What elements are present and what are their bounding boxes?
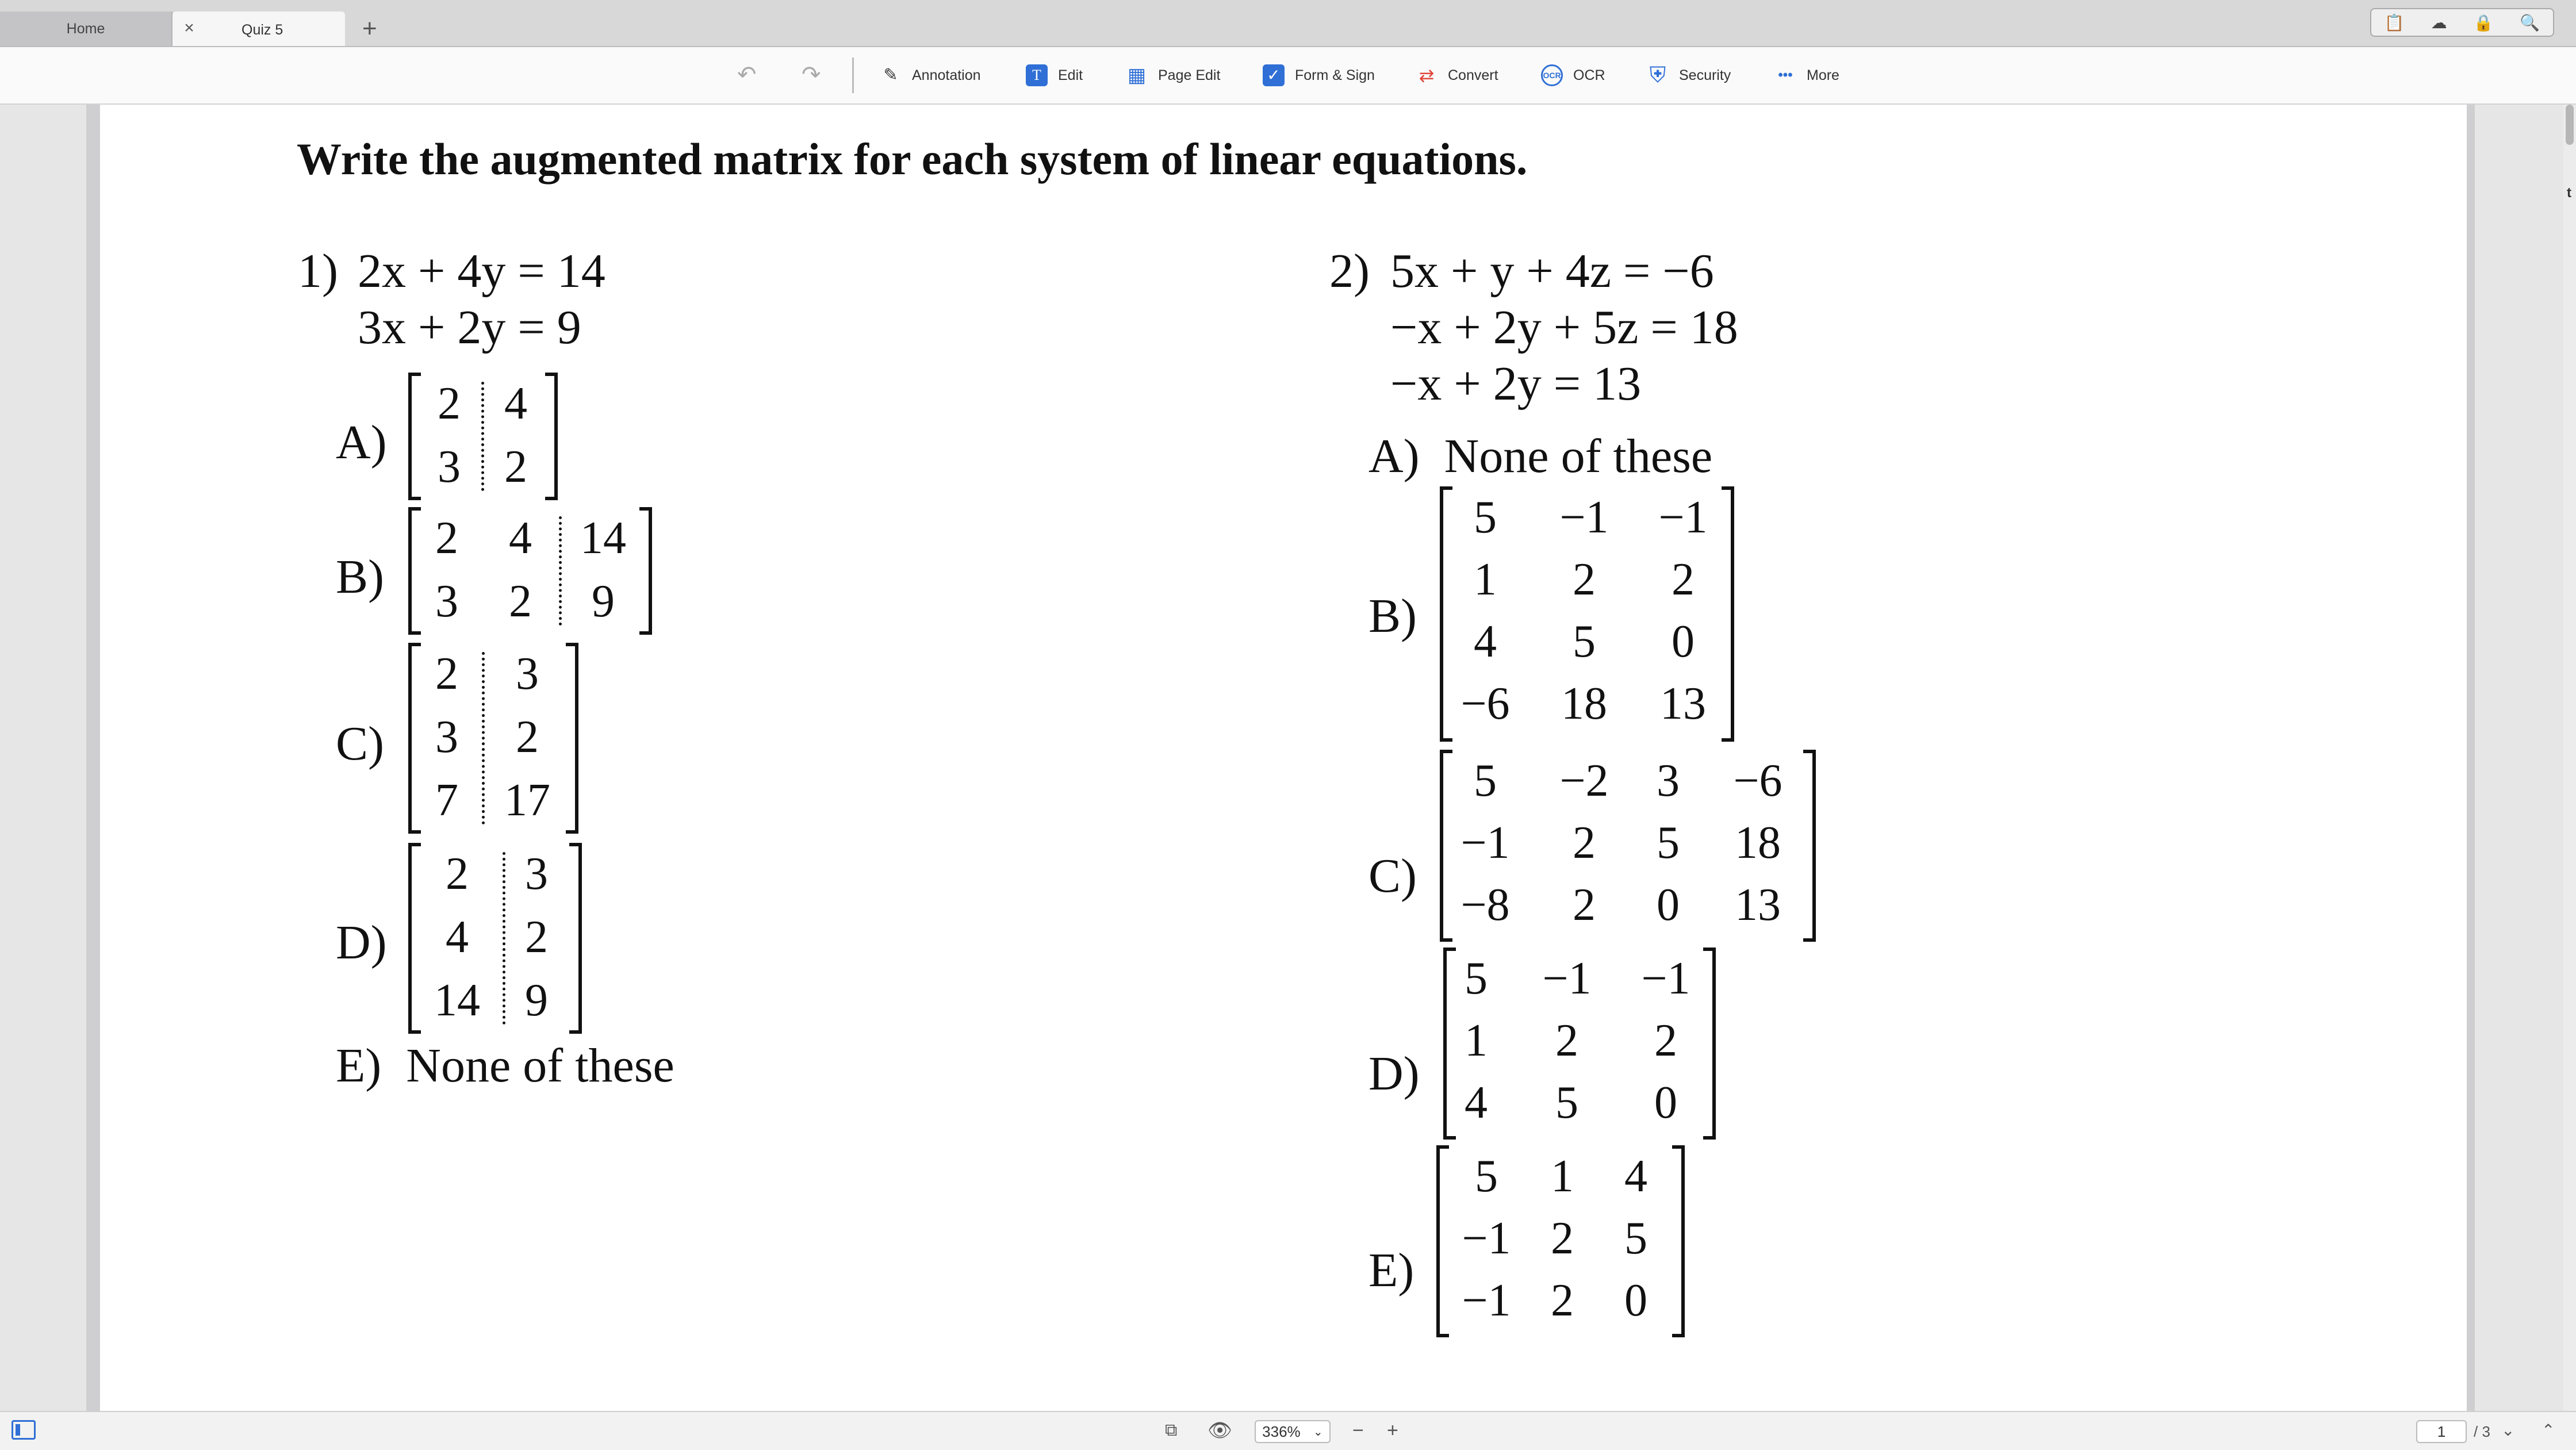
matrix-cell: 2	[525, 912, 548, 962]
eye-icon[interactable]: 👁	[1208, 1420, 1233, 1441]
page-shadow-left	[86, 105, 100, 1411]
page-edit-button[interactable]	[1126, 61, 1220, 90]
matrix-cell: −8	[1460, 880, 1510, 930]
left-gutter	[0, 105, 86, 1411]
q1-option-e-text: None of these	[406, 1039, 674, 1092]
matrix-cell: 2	[446, 849, 469, 899]
convert-label: Convert	[1448, 67, 1498, 83]
augment-divider	[503, 852, 505, 1025]
edit-button[interactable]	[1026, 61, 1083, 90]
matrix-cell: 14	[580, 513, 626, 563]
q2-equation-1: 5x + y + 4z = −6	[1390, 244, 1714, 298]
matrix-cell: 2	[1573, 818, 1596, 868]
matrix-cell: 3	[438, 442, 461, 492]
matrix-cell: 0	[1624, 1275, 1647, 1326]
ocr-label: OCR	[1573, 67, 1605, 83]
matrix-cell: 5	[1474, 492, 1497, 543]
tab-home-label: Home	[66, 20, 105, 37]
matrix-cell: 0	[1654, 1077, 1677, 1128]
q2-number: 2)	[1329, 244, 1370, 298]
grid-icon: ▦	[1127, 64, 1147, 86]
q2-option-a-text: None of these	[1444, 429, 1713, 483]
more-dots-icon: •••	[1778, 67, 1793, 83]
augment-divider	[482, 652, 485, 824]
pen-icon: ✎	[883, 66, 898, 85]
matrix-cell: −1	[1542, 953, 1592, 1004]
augment-divider	[559, 516, 562, 626]
q1-equation-1: 2x + 4y = 14	[358, 244, 605, 298]
matrix-cell: 18	[1561, 678, 1607, 729]
main-toolbar	[0, 47, 2576, 105]
matrix-cell: 13	[1735, 880, 1781, 930]
matrix-cell: 4	[446, 912, 469, 962]
matrix-cell: 4	[1465, 1077, 1488, 1128]
matrix-cell: −1	[1460, 818, 1510, 868]
cloud-icon[interactable]: ☁	[2431, 13, 2447, 32]
window-actions	[2370, 8, 2554, 37]
matrix-cell: 2	[509, 576, 532, 627]
q2-option-c-matrix[interactable]	[1440, 750, 1816, 942]
sidebar-toggle-icon[interactable]	[12, 1420, 36, 1440]
q2-option-c-label: C)	[1368, 849, 1417, 903]
convert-icon: ⇄	[1419, 65, 1435, 86]
q2-option-d-matrix[interactable]	[1443, 948, 1716, 1140]
matrix-cell: 5	[1573, 616, 1596, 667]
shield-icon: ⛨	[1649, 63, 1666, 87]
chevron-down-icon: ⌄	[1313, 1425, 1323, 1439]
matrix-cell: 7	[435, 775, 458, 826]
matrix-cell: 3	[435, 576, 458, 627]
text-edit-icon: T	[1026, 64, 1048, 86]
q1-option-c-label: C)	[336, 717, 384, 770]
q2-equation-2: −x + 2y + 5z = 18	[1390, 301, 1738, 354]
q1-option-c-matrix[interactable]	[408, 643, 578, 834]
tab-quiz-label: Quiz 5	[241, 22, 283, 38]
clipboard-icon[interactable]: 📋	[2384, 13, 2405, 32]
q1-option-e[interactable]	[336, 1037, 674, 1095]
matrix-cell: 9	[592, 576, 615, 627]
matrix-cell: 0	[1657, 880, 1680, 930]
undo-button[interactable]: ↶	[737, 62, 757, 87]
security-button[interactable]	[1647, 61, 1731, 90]
zoom-in-button[interactable]: +	[1387, 1420, 1398, 1441]
matrix-cell: 4	[504, 378, 527, 429]
matrix-cell: 5	[1475, 1151, 1498, 1202]
scrollbar-thumb[interactable]	[2566, 105, 2574, 145]
zoom-select[interactable]	[1255, 1420, 1331, 1443]
matrix-cell: 14	[434, 975, 480, 1026]
q2-option-a[interactable]	[1368, 428, 1712, 485]
annotation-button[interactable]	[880, 61, 981, 90]
more-button[interactable]	[1774, 61, 1839, 90]
search-icon[interactable]: 🔍	[2520, 13, 2540, 32]
matrix-cell: 3	[516, 649, 539, 699]
matrix-cell: 2	[516, 712, 539, 762]
tab-home[interactable]	[0, 11, 172, 46]
page-total: / 3	[2474, 1423, 2490, 1440]
form-sign-button[interactable]	[1263, 61, 1375, 90]
ocr-button[interactable]	[1541, 61, 1605, 90]
status-bar	[0, 1411, 2576, 1450]
matrix-cell: −6	[1733, 755, 1782, 806]
matrix-cell: 4	[1474, 616, 1497, 667]
matrix-cell: −1	[1462, 1275, 1511, 1326]
page-number-input[interactable]: 1	[2416, 1420, 2467, 1443]
vertical-scrollbar[interactable]	[2563, 105, 2576, 1411]
matrix-cell: 2	[1555, 1015, 1578, 1066]
redo-button[interactable]: ↷	[802, 62, 821, 87]
edit-label: Edit	[1058, 67, 1083, 83]
security-label: Security	[1679, 67, 1731, 83]
q2-option-d-label: D)	[1368, 1047, 1420, 1100]
matrix-cell: 5	[1555, 1077, 1578, 1128]
next-page-icon[interactable]: ⌄	[2501, 1421, 2515, 1439]
matrix-cell: 5	[1474, 755, 1497, 806]
ocr-icon: OCR	[1541, 64, 1563, 86]
matrix-cell: 2	[435, 513, 458, 563]
q1-option-d-matrix[interactable]	[408, 843, 582, 1034]
q1-option-d-label: D)	[336, 916, 387, 969]
matrix-cell: 1	[1474, 554, 1497, 605]
q2-option-e-label: E)	[1368, 1244, 1414, 1297]
matrix-cell: 17	[504, 775, 550, 826]
q2-equation-3: −x + 2y = 13	[1390, 357, 1642, 411]
page-edit-label: Page Edit	[1158, 67, 1221, 83]
q2-option-b-label: B)	[1368, 589, 1417, 643]
q2-option-e-matrix[interactable]	[1436, 1145, 1685, 1337]
convert-button[interactable]	[1416, 61, 1498, 90]
form-sign-label: Form & Sign	[1295, 67, 1375, 83]
matrix-cell: 0	[1672, 616, 1695, 667]
matrix-cell: 2	[504, 442, 527, 492]
matrix-cell: 5	[1657, 818, 1680, 868]
matrix-cell: 3	[1657, 755, 1680, 806]
close-tab-icon[interactable]: ×	[184, 18, 194, 37]
matrix-cell: 1	[1465, 1015, 1488, 1066]
matrix-cell: −1	[1559, 492, 1609, 543]
document-page	[100, 105, 2467, 1411]
new-tab-button[interactable]: +	[362, 14, 377, 43]
matrix-cell: −2	[1559, 755, 1609, 806]
augment-divider	[481, 382, 484, 491]
matrix-cell: 4	[1624, 1151, 1647, 1202]
matrix-cell: 2	[438, 378, 461, 429]
matrix-cell: −1	[1658, 492, 1708, 543]
matrix-cell: 9	[525, 975, 548, 1026]
q1-option-a-matrix[interactable]	[408, 373, 558, 500]
matrix-cell: 2	[435, 649, 458, 699]
matrix-cell: 2	[1573, 880, 1596, 930]
matrix-cell: 2	[1654, 1015, 1677, 1066]
toolbar-divider	[852, 57, 854, 93]
side-panel-edge-glyph: t	[2567, 185, 2571, 201]
zoom-out-button[interactable]: −	[1352, 1420, 1364, 1441]
matrix-cell: 3	[435, 712, 458, 762]
matrix-cell: 2	[1672, 554, 1695, 605]
q2-option-b-matrix[interactable]	[1440, 486, 1734, 742]
annotation-label: Annotation	[912, 67, 981, 83]
checkbox-icon: ✓	[1263, 64, 1285, 86]
matrix-cell: 2	[1551, 1213, 1574, 1264]
q2-option-a-label: A)	[1368, 429, 1420, 483]
q1-option-b-label: B)	[336, 550, 384, 604]
zoom-value: 336%	[1262, 1422, 1301, 1440]
matrix-cell: 5	[1465, 953, 1488, 1004]
q1-option-e-label: E)	[336, 1039, 382, 1092]
matrix-cell: 2	[1551, 1275, 1574, 1326]
page-shadow-right	[2467, 105, 2475, 1411]
q1-option-b-matrix[interactable]	[408, 507, 652, 635]
matrix-cell: 18	[1735, 818, 1781, 868]
tab-quiz-5[interactable]	[172, 11, 345, 46]
matrix-cell: 4	[509, 513, 532, 563]
matrix-cell: 1	[1551, 1151, 1574, 1202]
q1-equation-2: 3x + 2y = 9	[358, 301, 581, 354]
tab-bar	[0, 0, 2576, 47]
q1-number: 1)	[298, 244, 338, 298]
lock-icon[interactable]: 🔒	[2473, 13, 2494, 32]
page-title: Write the augmented matrix for each system of linear equations.	[297, 134, 1528, 184]
matrix-cell: −1	[1462, 1213, 1511, 1264]
matrix-cell: 3	[525, 849, 548, 899]
right-gutter	[2467, 105, 2576, 1411]
matrix-cell: 2	[1573, 554, 1596, 605]
q1-option-a-label: A)	[336, 416, 387, 469]
previous-page-icon[interactable]: ⌃	[2542, 1421, 2555, 1439]
matrix-cell: 5	[1624, 1213, 1647, 1264]
matrix-cell: −6	[1460, 678, 1510, 729]
more-label: More	[1807, 67, 1839, 83]
matrix-cell: 13	[1660, 678, 1706, 729]
fit-page-icon[interactable]: ⧉	[1165, 1421, 1178, 1440]
matrix-cell: −1	[1641, 953, 1690, 1004]
